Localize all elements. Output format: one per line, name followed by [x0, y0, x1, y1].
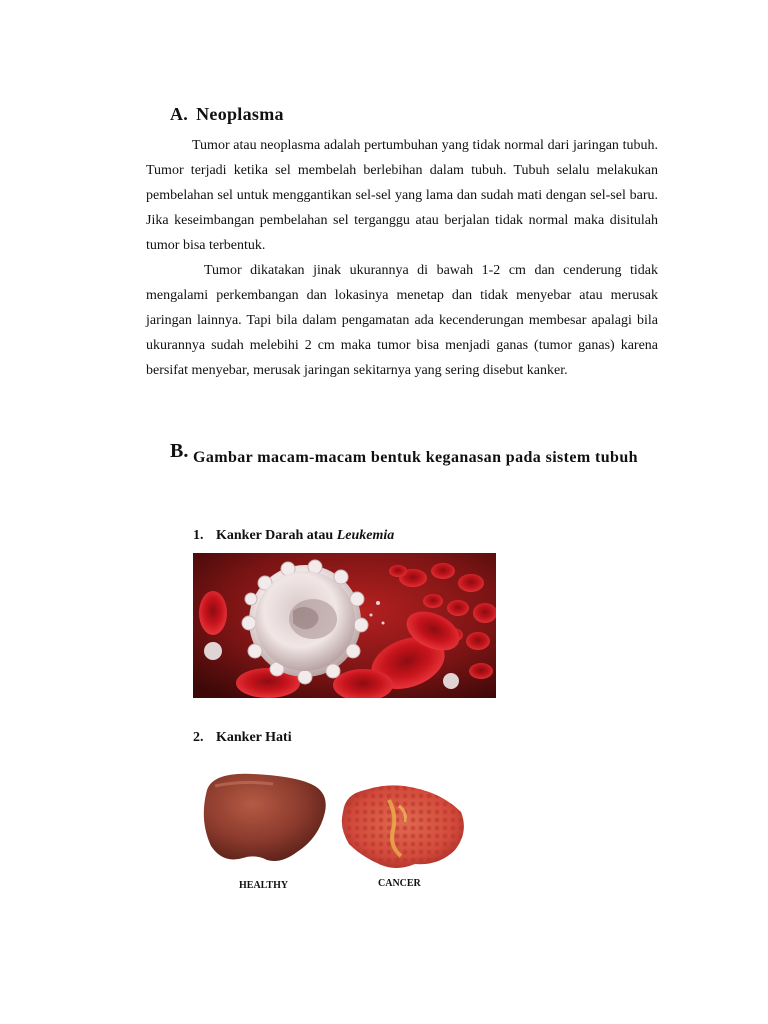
healthy-label: HEALTHY: [239, 880, 289, 891]
liver-illustration: [193, 760, 473, 910]
section-a-letter: A.: [170, 104, 189, 124]
healthy-liver-shape: [204, 774, 326, 861]
subheading-liver-cancer: [193, 730, 292, 746]
leukemia-image: [193, 553, 496, 698]
neoplasma-paragraph-2: Tumor dikatakan jinak ukurannya di bawah 1-2 cm dan cenderung tidak mengalami perkembangan dan lokasinya menetap dan tidak menyebar atau merusak jaringan lainnya. Tapi bila dalam pengamatan ada kecenderungan membesar apalagi bila ukurannya sudah melebihi 2 cm maka tumor bisa menjadi ganas (tumor ganas) karena bersifat menyebar, merusak jaringan sekitarnya yang sering disebut kanker.: [146, 263, 658, 378]
subheading-label-italic: Leukemia: [336, 528, 395, 543]
cancer-label: CANCER: [378, 878, 421, 889]
section-b-heading: [170, 440, 660, 473]
section-b-letter: B.: [170, 440, 189, 462]
liver-comparison-image: [193, 760, 473, 910]
subheading-number: 2.: [193, 730, 204, 745]
section-a-heading: [170, 104, 284, 125]
subheading-label: Kanker Darah atau: [216, 528, 337, 543]
neoplasma-paragraph-1: Tumor atau neoplasma adalah pertumbuhan yang tidak normal dari jaringan tubuh. Tumor terjadi ketika sel membelah berlebihan dalam tubuh. Tubuh selalu melakukan pembelahan sel untuk menggantikan sel-sel yang lama dan sudah mati dengan sel-sel baru. Jika keseimbangan pembelahan sel terganggu atau berjalan tidak normal maka disitulah tumor bisa terbentuk.: [146, 138, 658, 253]
section-b-title: Gambar macam-macam bentuk keganasan pada sistem tubuh: [193, 449, 638, 466]
subheading-leukemia: [193, 528, 394, 544]
cancer-liver-shape: [342, 785, 464, 868]
subheading-number: 1.: [193, 528, 204, 543]
section-a-title: Neoplasma: [196, 104, 284, 124]
leukemia-illustration: [193, 553, 496, 698]
subheading-label: Kanker Hati: [216, 730, 292, 745]
